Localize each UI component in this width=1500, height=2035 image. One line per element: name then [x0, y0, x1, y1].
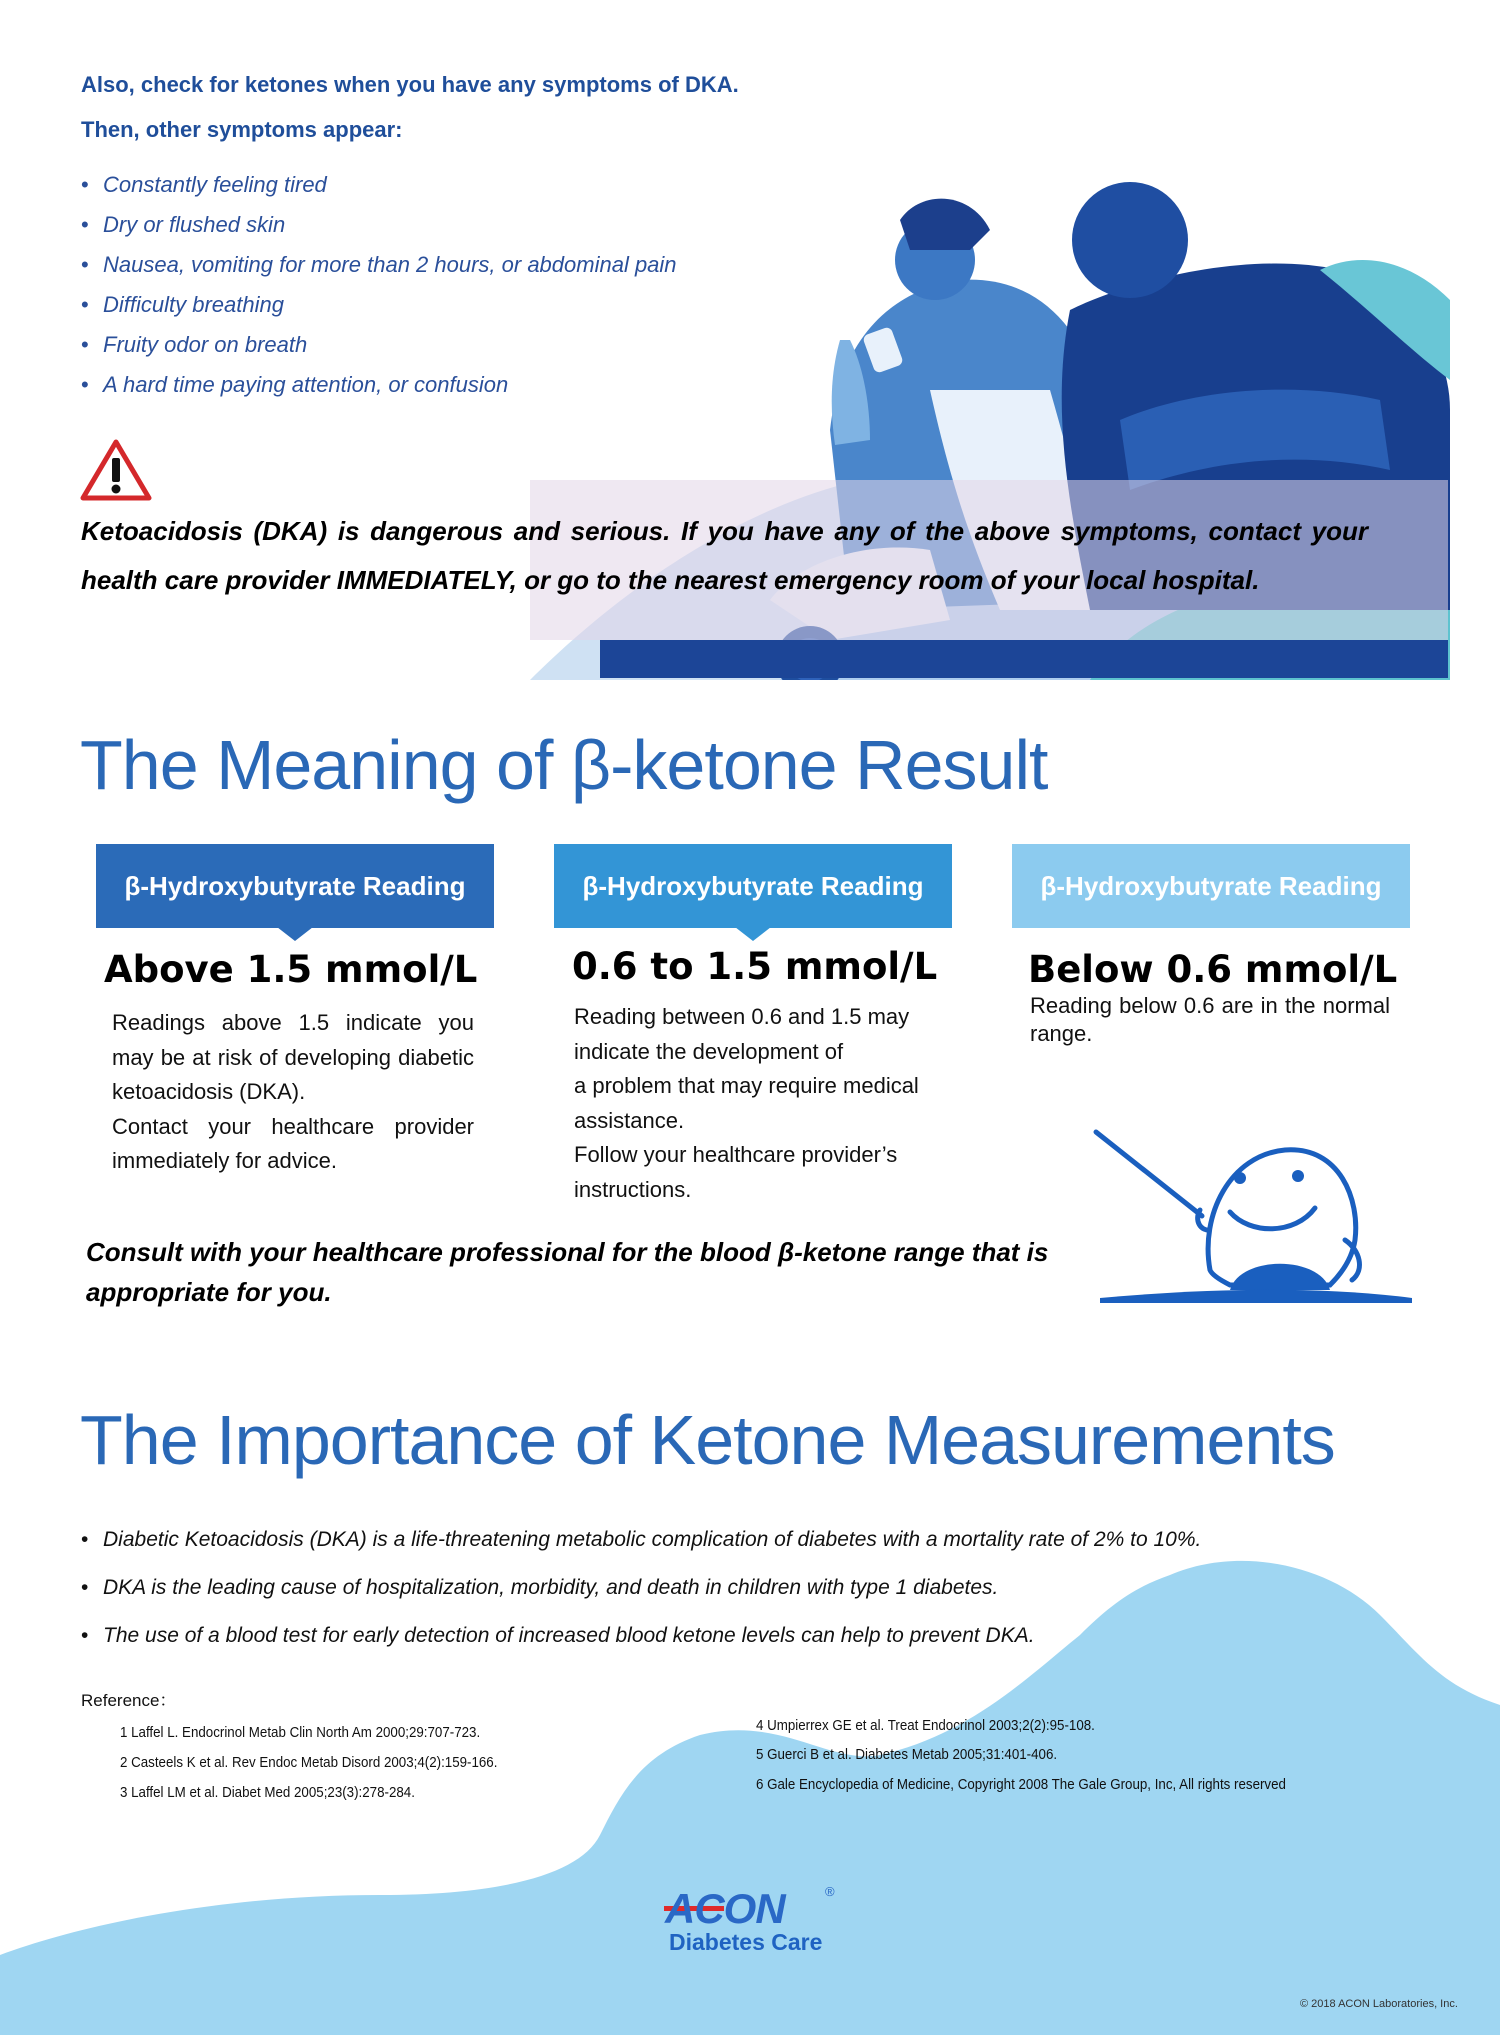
symptom-item: • Nausea, vomiting for more than 2 hours, or abdominal pain — [81, 245, 677, 285]
importance-list — [81, 1516, 1201, 1660]
card-body-line: Follow your healthcare provider’s instructions. — [574, 1142, 898, 1202]
intro-line-1: Also, check for ketones when you have any symptoms of DKA. — [81, 72, 739, 97]
symptom-item: • Constantly feeling tired — [81, 165, 677, 205]
reference-item: 1 Laffel L. Endocrinol Metab Clin North Am 2000;29:707-723. — [120, 1725, 481, 1741]
card-body-line: indicate the development of — [574, 1038, 844, 1064]
card-body-line: Reading below 0.6 are in the normal range. — [1030, 993, 1390, 1046]
card-header-high-pointer — [277, 927, 313, 941]
acon-logo: ACON — [665, 1885, 785, 1932]
card-value-mid: 0.6 to 1.5 mmol/L — [572, 945, 938, 988]
importance-heading: The Importance of Ketone Measurements — [80, 1401, 1335, 1479]
card-header-mid: β-Hydroxybutyrate Reading — [554, 844, 952, 928]
card-body-high — [112, 1006, 474, 1179]
importance-item: • The use of a blood test for early detection of increased blood ketone levels can help to prevent DKA. — [81, 1612, 1201, 1660]
reference-item: 3 Laffel LM et al. Diabet Med 2005;23(3):278-284. — [120, 1785, 415, 1801]
symptom-item: • Fruity odor on breath — [81, 325, 677, 365]
brand-subtitle: Diabetes Care — [669, 1929, 823, 1955]
card-body-line: Readings above 1.5 indicate you may be at risk of developing diabetic ketoacidosis (DKA). — [112, 1010, 474, 1104]
reference-item: 4 Umpierrex GE et al. Treat Endocrinol 2003;2(2):95-108. — [756, 1718, 1095, 1734]
importance-item: • DKA is the leading cause of hospitalization, morbidity, and death in children with type 1 diabetes. — [81, 1564, 1201, 1612]
copyright: © 2018 ACON Laboratories, Inc. — [1300, 1998, 1458, 2010]
card-header-mid-pointer — [735, 927, 771, 941]
card-header-high: β-Hydroxybutyrate Reading — [96, 844, 494, 928]
importance-item: • Diabetic Ketoacidosis (DKA) is a life-threatening metabolic complication of diabetes with a mortality rate of 2% to 10%. — [81, 1516, 1201, 1564]
symptoms-list — [81, 165, 677, 405]
mascot-pointer-illustration — [1090, 1120, 1420, 1305]
card-body-line: a problem that may require medical assistance. — [574, 1073, 919, 1133]
card-value-high: Above 1.5 mmol/L — [104, 948, 478, 991]
intro-line-2: Then, other symptoms appear: — [81, 117, 403, 142]
reference-title: Reference： — [81, 1691, 177, 1710]
meaning-heading: The Meaning of β-ketone Result — [80, 726, 1048, 804]
warning-band-base — [600, 640, 1448, 678]
warning-triangle-icon — [80, 438, 152, 502]
consult-note: Consult with your healthcare professional for the blood β-ketone range that is appropriate for you. — [86, 1237, 1049, 1307]
card-body-low — [1030, 992, 1390, 1048]
reference-item: 2 Casteels K et al. Rev Endoc Metab Disord 2003;4(2):159-166. — [120, 1755, 498, 1771]
card-value-low: Below 0.6 mmol/L — [1028, 948, 1398, 991]
reference-item: 6 Gale Encyclopedia of Medicine, Copyright 2008 The Gale Group, Inc, All rights reserved — [756, 1777, 1286, 1793]
registered-mark: ® — [825, 1884, 835, 1899]
symptom-item: • Difficulty breathing — [81, 285, 677, 325]
card-header-low: β-Hydroxybutyrate Reading — [1012, 844, 1410, 928]
symptom-item: • A hard time paying attention, or confusion — [81, 365, 677, 405]
symptom-item: • Dry or flushed skin — [81, 205, 677, 245]
reference-item: 5 Guerci B et al. Diabetes Metab 2005;31:401-406. — [756, 1747, 1058, 1763]
card-body-mid — [574, 1000, 946, 1207]
card-body-line: Reading between 0.6 and 1.5 may — [574, 1004, 910, 1029]
warning-text: Ketoacidosis (DKA) is dangerous and serious. If you have any of the above symptoms, contact your health care provider IMMEDIATELY, or go to the nearest emergency room of your local hospital. — [81, 516, 1368, 595]
card-body-line: Contact your healthcare provider immediately for advice. — [112, 1113, 474, 1173]
